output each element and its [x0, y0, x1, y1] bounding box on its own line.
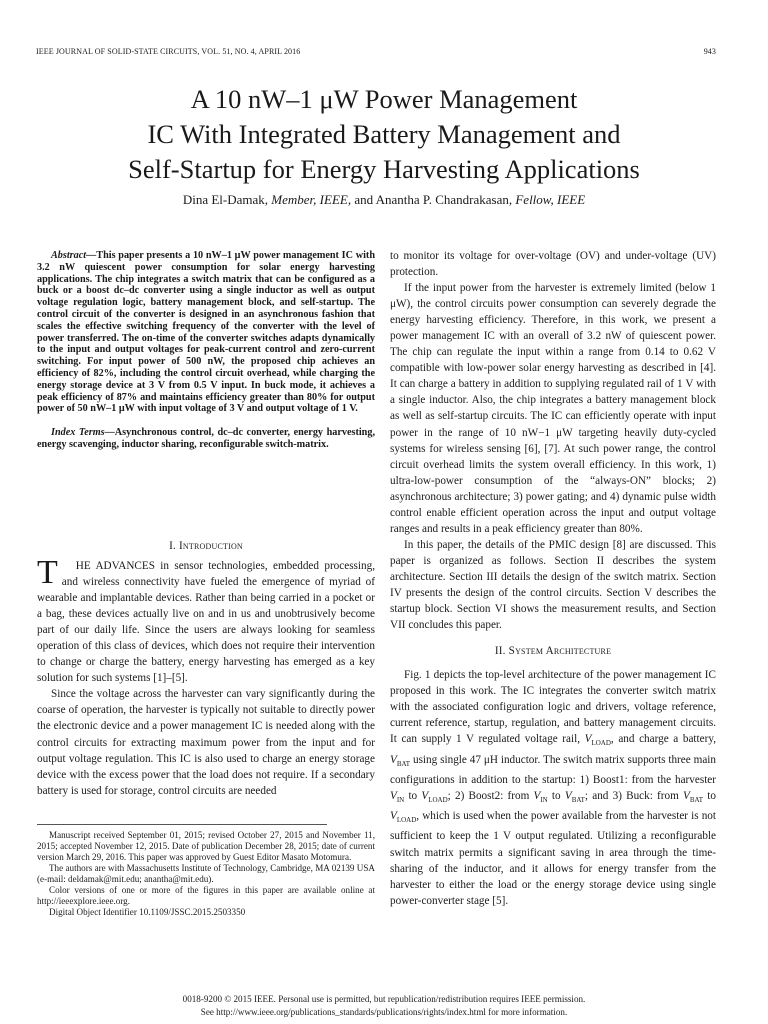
title-line-2: IC With Integrated Battery Management and — [147, 119, 621, 149]
subscript-in: IN — [540, 796, 548, 805]
right-paragraph-2: In this paper, the details of the PMIC design [8] are discussed. This paper is organized as follows. Section II describes the system architecture. Section III details the design of the switch matrix. Section IV presents the design of the control circuits. Section V describes the startup block. Section VI shows the measurement results, and Section VII concludes this paper. — [390, 538, 716, 632]
symbol-v: V — [564, 789, 572, 802]
author-line — [40, 192, 728, 208]
p3-text-f: to — [547, 789, 565, 802]
p3-text-a: Fig. 1 depicts the top-level architecture of the power management IC proposed in this work. The IC integrates the converter switch matrix with the associated configuration logic and drivers, voltage reference, current reference, startup, regulation, and battery management circuits. It can supply 1 V regulated voltage rail, — [390, 669, 716, 746]
left-column-top — [37, 250, 375, 451]
running-header — [36, 47, 716, 59]
symbol-v: V — [390, 753, 397, 766]
author-1-role: Member, IEEE, — [271, 192, 352, 207]
footnote-rule — [37, 824, 327, 825]
intro-p1-text: in sensor technologies, embedded processing, and wireless connectivity have fueled the emergence of myriad of wearable and implantable devices. Rather than being carried in a pocket or a bag, these devices actually live on and in us and unobtrusively become part of our daily life. Since the users are always looking for seamless operation of this class of devices, which does not require their intervention to change or charge the battery, energy harvesting has emerged as a key solution for such systems [1]–[5]. — [37, 560, 376, 685]
footnote-color: Color versions of one or more of the figures in this paper are available online at http://ieeexplore.ieee.org. — [37, 885, 375, 906]
subscript-in: IN — [396, 796, 405, 805]
copyright-footer — [40, 993, 728, 1019]
p3-text-d: to — [404, 789, 422, 802]
page-number: 943 — [703, 47, 716, 56]
abstract — [37, 250, 375, 415]
symbol-v: V — [533, 789, 541, 802]
intro-first-words: HE ADVANCES — [75, 560, 155, 572]
drop-cap: T — [37, 554, 58, 591]
symbol-v: V — [421, 789, 429, 802]
right-paragraph-3 — [390, 667, 716, 909]
p3-text-i: , which is used when the power available from the harvester is not sufficient to keep the 1 V output regulated. Utilizing a reconfigurable switch matrix permits a significant saving in area through the time-sharing of the inductor, and it allows for energy transfer from the harvester to either the load or the energy storage device using single power-converter stage [5]. — [390, 810, 716, 907]
left-column-intro — [37, 540, 375, 799]
author-conjunction: and Anantha P. Chandrakasan, — [354, 192, 513, 207]
footnotes — [37, 830, 375, 918]
intro-paragraph-1 — [37, 554, 376, 686]
copyright-line: 0018-9200 © 2015 IEEE. Personal use is permitted, but republication/redistribution requires IEEE permission. — [182, 994, 586, 1004]
paper-title — [40, 82, 728, 187]
subscript-bat: BAT — [689, 796, 704, 805]
p3-text-b: , and charge a battery, — [610, 733, 717, 746]
title-line-1: A 10 nW–1 μW Power Management — [190, 84, 578, 114]
author-2-role: Fellow, IEEE — [515, 192, 586, 207]
journal-name: IEEE JOURNAL OF SOLID-STATE CIRCUITS, VOL. 51, NO. 4, APRIL 2016 — [36, 47, 301, 56]
right-column — [390, 248, 716, 909]
p3-text-h: to — [703, 789, 717, 802]
author-1: Dina El-Damak, — [182, 192, 269, 207]
footnote-manuscript: Manuscript received September 01, 2015; revised October 27, 2015 and November 11, 2015; accepted November 12, 2015. Date of publication December 28, 2015; date of current version March 29, 2016. This paper was approved by Guest Editor Masato Motomura. — [37, 830, 375, 862]
footnote-doi: Digital Object Identifier 10.1109/JSSC.2015.2503350 — [49, 907, 246, 917]
rights-link-line: See http://www.ieee.org/publications_standards/publications/rights/index.html for more information. — [200, 1007, 568, 1017]
abstract-lead: Abstract— — [51, 250, 97, 261]
symbol-v: V — [390, 789, 397, 802]
abstract-text: This paper presents a 10 nW–1 μW power management IC with 3.2 nW quiescent power consumption for solar energy harvesting applications. The chip integrates a switch matrix that can be configured as a buck or a boost dc–dc converter using a single inductor as well as output voltage regulation logic, battery management block, and self-startup. The control circuit of the converter is designed in an asynchronous fashion that scales the effective switching frequency of the converter with the level of power transferred. The on-time of the converter switches adapts dynamically to the input and output voltages for peak-current control and zero-current switching. For input power of 500 nW, the proposed chip achieves an efficiency of 82%, including the control circuit overhead, while charging the energy storage device at 3 V from 0.5 V input. In buck mode, it achieves a peak efficiency of 87% and maintains efficiency greater than 80% for output power of 50 nW–1 μW with input voltage of 3 V and output voltage of 1 V. — [37, 250, 375, 415]
p3-text-e: ; 2) Boost2: from — [447, 789, 534, 802]
right-paragraph-0: to monitor its voltage for over-voltage (OV) and under-voltage (UV) protection. — [390, 250, 716, 279]
symbol-v: V — [390, 810, 397, 823]
subscript-load: LOAD — [396, 816, 417, 825]
section-heading-introduction: I. Introduction — [169, 540, 243, 552]
section-heading-system-architecture: II. System Architecture — [494, 645, 612, 658]
p3-text-c: using single 47 μH inductor. The switch matrix supports three main configurations in addition to the startup: 1) Boost1: from the harvester — [390, 753, 716, 786]
subscript-bat: BAT — [571, 796, 585, 805]
right-paragraph-1: If the input power from the harvester is extremely limited (below 1 μW), the control circuits power consumption can severely degrade the energy harvesting efficiency. Therefore, in this work, we present a power management IC with an overall of 3.2 nW of quiescent power. The chip can regulate the input within a range from 0.14 to 0.62 V compatible with low-power solar energy harvesting as described in [4]. It can charge a battery in addition to supplying regulated rail of 1 V with a single inductor. Also, the chip integrates a battery management block as well as self-startup circuits. The IC can efficiently operate with input power in the range of 10 nW−1 μW targeting heavily duty-cycled systems for wireless sensing [6], [7]. At such power range, the control circuit overhead limits the system overall efficiency. In this work, 1) ultra-low-power consumption of the “always-ON” blocks; 2) asynchronous architecture; 3) power gating; and 4) dynamic pulse width control enable efficient operation across the input and output voltage ranges and results in a peak efficiency greater than 80%. — [390, 282, 716, 535]
p3-text-g: ; and 3) Buck: from — [584, 789, 684, 802]
intro-paragraph-2: Since the voltage across the harvester can vary significantly during the coarse of operation, the harvester is typically not suitable to directly power the electronic device and a power management IC is needed along with the control circuits for extracting maximum power from the input and for output voltage regulation. This IC is also used to charge an energy storage device with the excess power that the load does not require. If a secondary battery is used for storage, control circuits are needed — [37, 688, 375, 797]
index-terms — [37, 427, 375, 451]
subscript-load: LOAD — [591, 739, 611, 748]
subscript-bat: BAT — [396, 759, 411, 768]
subscript-load: LOAD — [428, 796, 448, 805]
footnote-affiliation: The authors are with Massachusetts Institute of Technology, Cambridge, MA 02139 USA (e-mail: deldamak@mit.edu; anantha@mit.edu). — [37, 863, 375, 884]
index-terms-text: Asynchronous control, dc–dc converter, energy harvesting, energy scavenging, inductor sharing, reconfigurable switch-matrix. — [37, 427, 375, 450]
symbol-v: V — [584, 733, 592, 746]
symbol-v: V — [683, 789, 690, 802]
index-terms-lead: Index Terms— — [51, 427, 115, 439]
title-line-3: Self-Startup for Energy Harvesting Applications — [128, 154, 640, 184]
